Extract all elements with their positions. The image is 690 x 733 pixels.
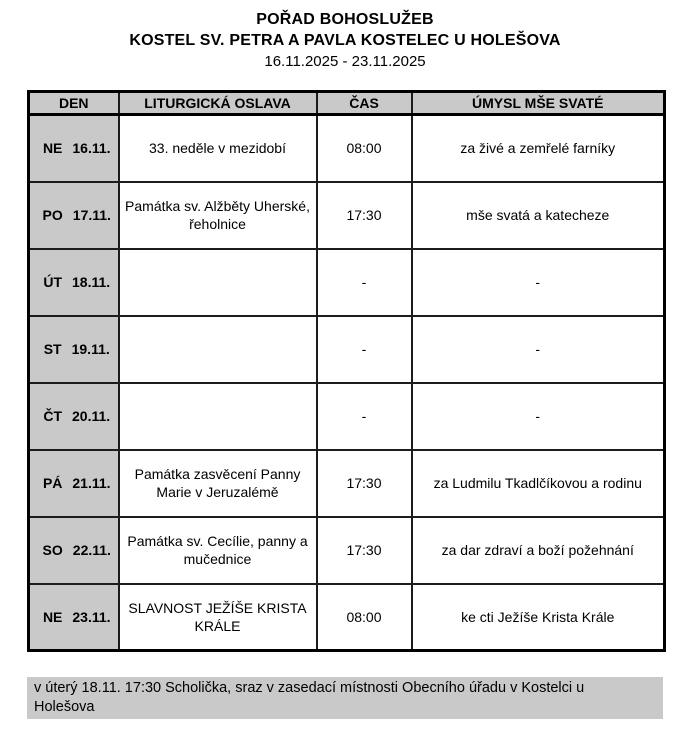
table-row <box>29 517 665 584</box>
time-cell: - <box>317 316 412 383</box>
footer-note: v úterý 18.11. 17:30 Scholička, sraz v zasedací místnosti Obecního úřadu v Kostelci u Holešova <box>27 677 663 719</box>
day-abbr: NE <box>42 140 63 157</box>
celebration-cell <box>119 316 317 383</box>
time-cell: 08:00 <box>317 115 412 182</box>
day-date: 22.11. <box>72 542 111 558</box>
day-date: 18.11. <box>72 274 111 290</box>
day-abbr: PÁ <box>42 475 63 491</box>
time-cell: 17:30 <box>317 517 412 584</box>
celebration-cell: Památka sv. Alžběty Uherské, řeholnice <box>119 182 317 249</box>
column-header-cas: ČAS <box>317 92 412 115</box>
table-row <box>29 249 665 316</box>
column-header-liturgicka-oslava: LITURGICKÁ OSLAVA <box>119 92 317 115</box>
page-subtitle: KOSTEL SV. PETRA A PAVLA KOSTELEC U HOLEŠOVA <box>129 32 561 49</box>
time-cell: 08:00 <box>317 584 412 651</box>
day-abbr: NE <box>42 608 63 625</box>
schedule-table <box>27 90 666 652</box>
intention-cell: ke cti Ježíše Krista Krále <box>412 584 665 651</box>
time-cell: - <box>317 249 412 316</box>
day-abbr: ÚT <box>43 274 62 290</box>
day-cell <box>29 517 119 584</box>
celebration-cell: 33. neděle v mezidobí <box>119 115 317 182</box>
table-row <box>29 450 665 517</box>
table-row <box>29 182 665 249</box>
time-cell: 17:30 <box>317 182 412 249</box>
day-date: 19.11. <box>71 341 110 357</box>
day-cell <box>29 115 119 182</box>
celebration-cell: Památka zasvěcení Panny Marie v Jeruzalémě <box>119 450 317 517</box>
table-row <box>29 584 665 651</box>
intention-cell: - <box>412 249 665 316</box>
day-date: 21.11. <box>72 475 111 491</box>
time-cell: 17:30 <box>317 450 412 517</box>
day-cell <box>29 450 119 517</box>
time-cell: - <box>317 383 412 450</box>
table-row <box>29 115 665 182</box>
intention-cell: za Ludmilu Tkadlčíkovou a rodinu <box>412 450 665 517</box>
column-header-den: DEN <box>29 92 119 115</box>
date-range: 16.11.2025 - 23.11.2025 <box>264 53 426 70</box>
celebration-cell <box>119 249 317 316</box>
intention-cell: za dar zdraví a boží požehnání <box>412 517 665 584</box>
day-date: 16.11. <box>72 140 111 157</box>
intention-cell: - <box>412 316 665 383</box>
day-abbr: ČT <box>43 408 62 424</box>
table-row <box>29 383 665 450</box>
day-abbr: SO <box>42 542 63 558</box>
day-abbr: PO <box>42 207 63 223</box>
day-date: 17.11. <box>72 207 111 223</box>
table-header-row <box>29 92 665 115</box>
day-date: 20.11. <box>72 408 111 424</box>
day-date: 23.11. <box>72 608 111 625</box>
intention-cell: za živé a zemřelé farníky <box>412 115 665 182</box>
document-header <box>0 0 690 72</box>
day-cell <box>29 316 119 383</box>
table-row <box>29 316 665 383</box>
intention-cell: mše svatá a katecheze <box>412 182 665 249</box>
celebration-cell <box>119 383 317 450</box>
page-title: POŘAD BOHOSLUŽEB <box>256 11 434 28</box>
day-cell <box>29 249 119 316</box>
intention-cell: - <box>412 383 665 450</box>
column-header-umysl: ÚMYSL MŠE SVATÉ <box>412 92 665 115</box>
day-cell <box>29 584 119 651</box>
celebration-cell: SLAVNOST JEŽÍŠE KRISTA KRÁLE <box>119 584 317 651</box>
schedule-table-wrapper <box>27 90 663 652</box>
day-cell <box>29 182 119 249</box>
celebration-cell: Památka sv. Cecílie, panny a mučednice <box>119 517 317 584</box>
day-cell <box>29 383 119 450</box>
day-abbr: ST <box>43 341 62 357</box>
